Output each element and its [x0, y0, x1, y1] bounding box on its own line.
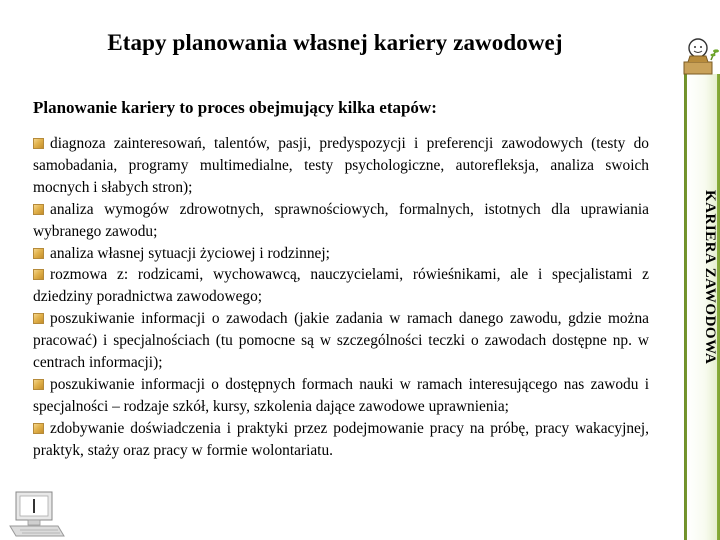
- list-item: poszukiwanie informacji o zawodach (jakie zadania w ramach danego zawodu, gdzie można pracować) i specjalnościach (tu pomocne są w szczególności teczki o zawodach dostępne np. w centrach informacji);: [33, 310, 649, 372]
- list-item: zdobywanie doświadczenia i praktyki przez podejmowanie pracy na próbę, pracy wakacyjnej, praktyk, staży oraz pracy w formie wolontariatu.: [33, 419, 649, 459]
- list-item: poszukiwanie informacji o dostępnych formach nauki w ramach interesującego nas zawodu i specjalności – rodzaje szkół, kursy, szkolenia dające zawodowe uprawnienia;: [33, 375, 649, 415]
- etapy-list: [33, 133, 649, 462]
- square-bullet-icon: [33, 379, 44, 390]
- square-bullet-icon: [33, 269, 44, 280]
- square-bullet-icon: [33, 423, 44, 434]
- square-bullet-icon: [33, 204, 44, 215]
- page-title: Etapy planowania własnej kariery zawodowej: [107, 30, 563, 55]
- person-with-plant-icon: [678, 36, 720, 78]
- list-item: rozmowa z: rodzicami, wychowawcą, nauczycielami, rówieśnikami, ale i specjalistami z dziedziny poradnictwa zawodowego;: [33, 266, 649, 306]
- page-subtitle: Planowanie kariery to proces obejmujący kilka etapów:: [33, 98, 437, 117]
- square-bullet-icon: [33, 138, 44, 149]
- computer-icon: [6, 488, 68, 540]
- list-item: analiza własnej sytuacji życiowej i rodzinnej;: [33, 243, 649, 265]
- square-bullet-icon: [33, 313, 44, 324]
- list-item: diagnoza zainteresowań, talentów, pasji, predyspozycji i preferencji zawodowych (testy do samobadania, programy multimedialne, testy psychologiczne, autorefleksja, analiza swoich mocnych i słabych stron);: [33, 135, 649, 196]
- square-bullet-icon: [33, 248, 44, 259]
- list-item: analiza wymogów zdrowotnych, sprawnościowych, formalnych, istotnych dla uprawiania wybranego zawodu;: [33, 200, 649, 240]
- sidebar-label: KARIERA ZAWODOWA: [702, 190, 718, 365]
